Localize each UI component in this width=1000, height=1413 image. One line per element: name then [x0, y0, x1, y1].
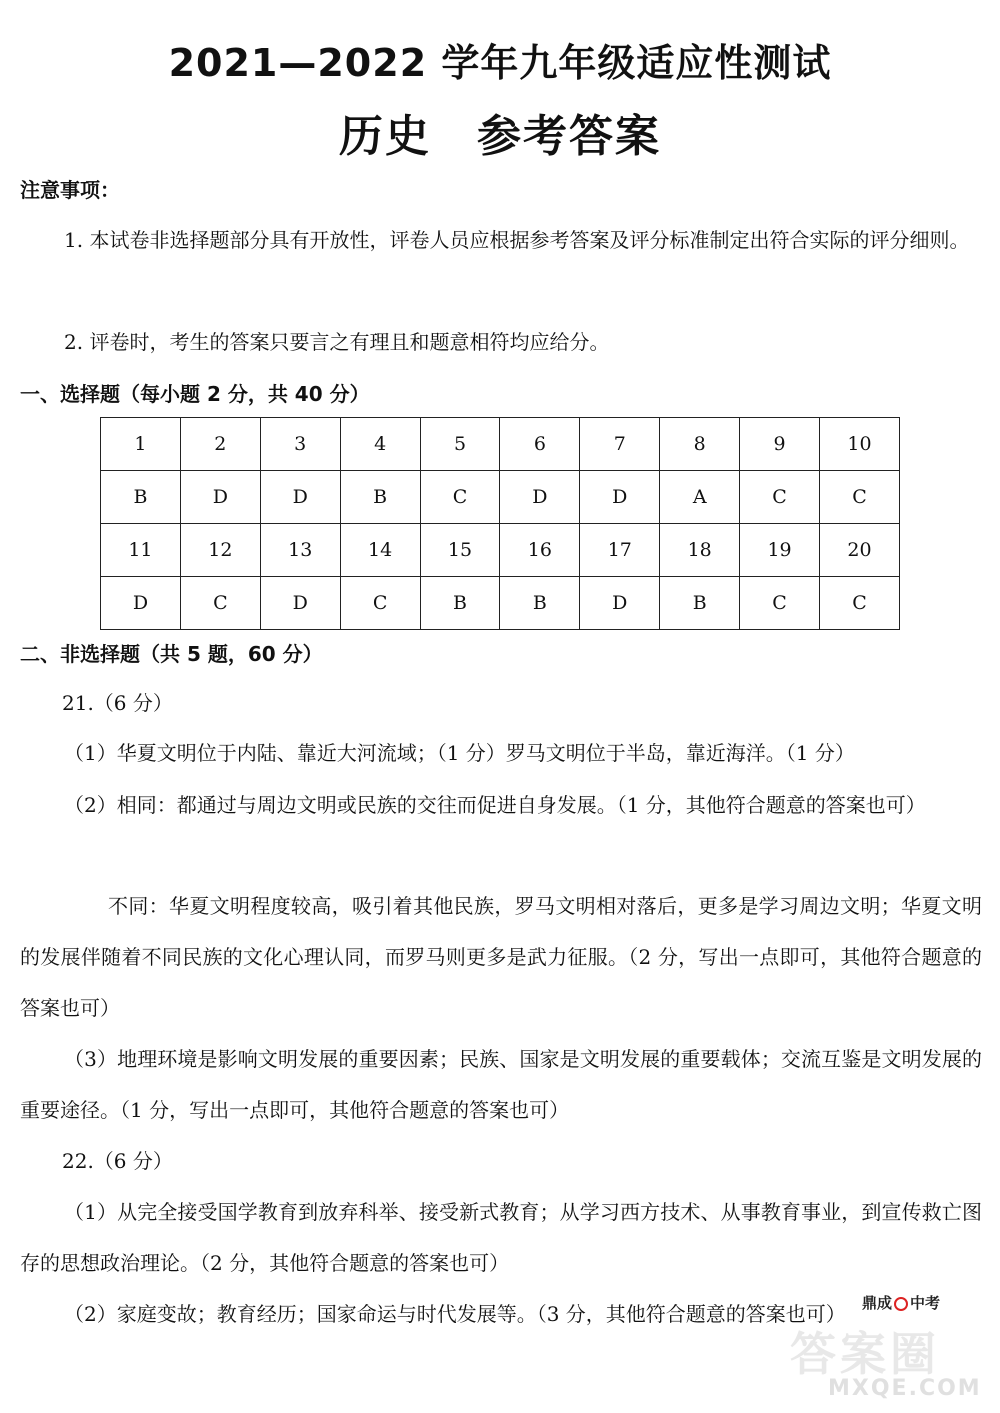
brand-right-text: 中考	[910, 1294, 941, 1312]
question-number-cell: 1	[101, 418, 181, 471]
question-number-cell: 18	[660, 524, 740, 577]
q21-part-2: （2）相同：都通过与周边文明或民族的交往而促进自身发展。（1 分，其他符合题意的答案也可）	[64, 793, 926, 817]
q21-part-3: （3）地理环境是影响文明发展的重要因素；民族、国家是文明发展的重要载体；交流互鉴是文明发展的重要途径。（1 分，写出一点即可，其他符合题意的答案也可）	[20, 1047, 982, 1122]
question-number-cell: 14	[340, 524, 420, 577]
q22-part-2: （2）家庭变故；教育经历；国家命运与时代发展等。（3 分，其他符合题意的答案也可）	[64, 1302, 846, 1326]
notes-heading: 注意事项：	[20, 178, 120, 202]
answer-cell: D	[260, 471, 340, 524]
document-subtitle: 历史 参考答案	[339, 111, 661, 162]
question-number-row	[101, 418, 900, 471]
brand-logo-icon	[894, 1297, 908, 1311]
question-number-cell: 13	[260, 524, 340, 577]
answer-cell: D	[580, 471, 660, 524]
question-number-cell: 8	[660, 418, 740, 471]
answer-cell: D	[500, 471, 580, 524]
answer-cell: C	[820, 577, 900, 630]
answer-table	[100, 417, 900, 630]
answer-cell: B	[500, 577, 580, 630]
answer-cell: D	[180, 471, 260, 524]
answer-cell: C	[180, 577, 260, 630]
answer-cell: B	[340, 471, 420, 524]
q21-part-1: （1）华夏文明位于内陆、靠近大河流域；（1 分）罗马文明位于半岛，靠近海洋。（1 分）	[64, 741, 855, 765]
question-number-cell: 16	[500, 524, 580, 577]
question-number-cell: 10	[820, 418, 900, 471]
question-number-cell: 9	[740, 418, 820, 471]
question-number-cell: 2	[180, 418, 260, 471]
question-number-cell: 17	[580, 524, 660, 577]
section-1-heading: 一、选择题（每小题 2 分，共 40 分）	[20, 382, 370, 406]
section-2-heading: 二、非选择题（共 5 题，60 分）	[20, 642, 323, 666]
answer-cell: C	[820, 471, 900, 524]
q22-label: 22.（6 分）	[62, 1149, 173, 1173]
answer-cell: C	[340, 577, 420, 630]
question-number-cell: 19	[740, 524, 820, 577]
q21-part-2-difference: 不同：华夏文明程度较高，吸引着其他民族，罗马文明相对落后，更多是学习周边文明；华夏文明的发展伴随着不同民族的文化心理认同，而罗马则更多是武力征服。（2 分，写出一点即可，其他符合题意的答案也可）	[20, 894, 982, 1020]
answer-cell: D	[580, 577, 660, 630]
question-number-cell: 5	[420, 418, 500, 471]
question-number-cell: 15	[420, 524, 500, 577]
note-item-2: 2. 评卷时，考生的答案只要言之有理且和题意相符均应给分。	[64, 330, 610, 354]
document-title: 2021—2022 学年九年级适应性测试	[168, 41, 832, 85]
answer-row	[101, 577, 900, 630]
question-number-cell: 7	[580, 418, 660, 471]
answer-cell: A	[660, 471, 740, 524]
question-number-cell: 12	[180, 524, 260, 577]
question-number-cell: 20	[820, 524, 900, 577]
answer-circle-watermark: 答案圈	[790, 1327, 940, 1381]
answer-cell: B	[101, 471, 181, 524]
answer-cell: C	[740, 471, 820, 524]
answer-cell: B	[420, 577, 500, 630]
answer-cell: C	[740, 577, 820, 630]
answer-cell: D	[101, 577, 181, 630]
answer-row	[101, 471, 900, 524]
question-number-cell: 3	[260, 418, 340, 471]
question-number-row	[101, 524, 900, 577]
answer-cell: D	[260, 577, 340, 630]
q22-part-1: （1）从完全接受国学教育到放弃科举、接受新式教育；从学习西方技术、从事教育事业，到宣传救亡图存的思想政治理论。（2 分，其他符合题意的答案也可）	[20, 1200, 982, 1275]
question-number-cell: 4	[340, 418, 420, 471]
answer-cell: B	[660, 577, 740, 630]
answer-cell: C	[420, 471, 500, 524]
q21-label: 21.（6 分）	[62, 691, 173, 715]
question-number-cell: 6	[500, 418, 580, 471]
brand-left-text: 鼎成	[862, 1294, 893, 1312]
site-url-watermark: MXQE.COM	[828, 1376, 982, 1401]
brand-watermark	[862, 1292, 940, 1313]
question-number-cell: 11	[101, 524, 181, 577]
note-item-1: 1. 本试卷非选择题部分具有开放性，评卷人员应根据参考答案及评分标准制定出符合实际的评分细则。	[64, 228, 970, 252]
